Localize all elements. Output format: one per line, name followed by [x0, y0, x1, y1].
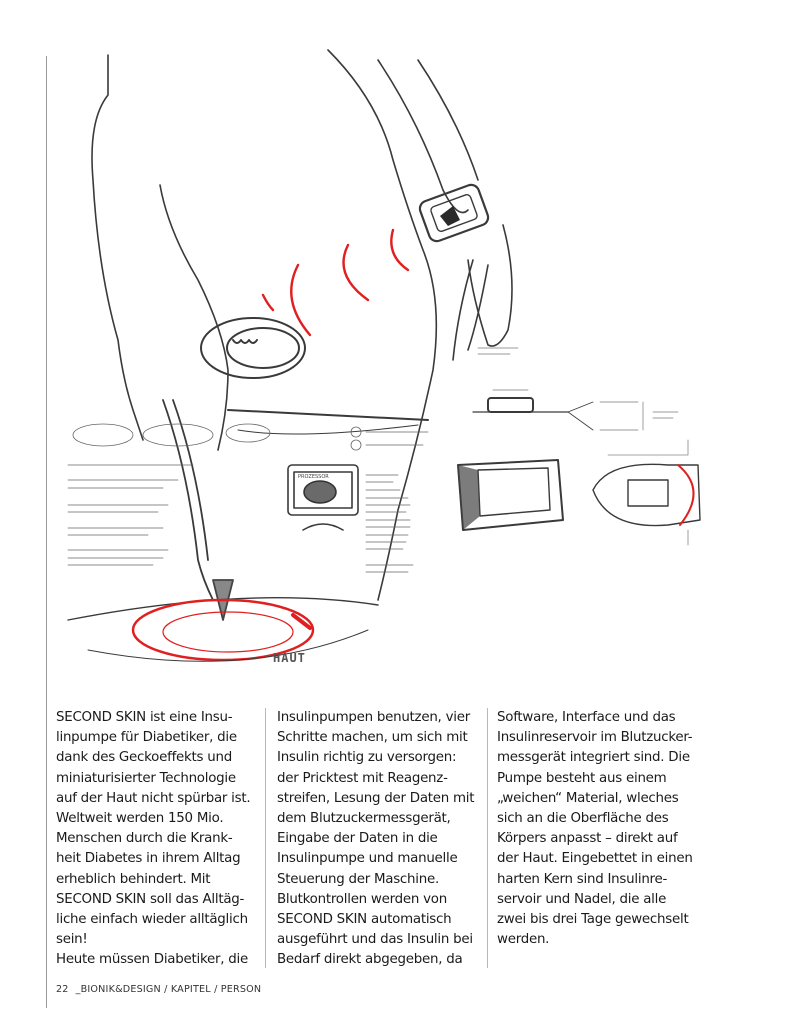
article-column-2: Insulinpumpen benutzen, vier Schritte machen, um sich mit Insulin richtig zu versorgen: der Pricktest mit Reagenz- streifen, Lesung der Daten mit dem Blutzuckermessgerät, Eingabe der Daten in die Insulinpumpe und manuelle Steuerung der Maschine. Blutkontrollen werden von SECOND SKIN automatisch ausgeführt und das Insulin bei Bedarf direkt abgegeben, da — [277, 710, 475, 968]
pump-side-view-sketch — [593, 440, 700, 545]
pump-top-view-sketch — [458, 460, 563, 530]
label-prozessor: PROZESSOR — [298, 474, 329, 480]
signal-arcs — [263, 230, 408, 335]
label-haut: HAUT — [273, 651, 306, 665]
handwritten-notes-left — [68, 424, 270, 565]
article-column-3: Software, Interface und das Insulinreservoir im Blutzucker- messgerät integriert sind. Die Pumpe besteht aus einem „weichen“ Material, wleches sich an die Oberfläche des Körpers anpasst – direkt auf der Haut. Eingebettet in einen harten Kern sind Insulinre- servoir und Nadel, die alle zwei bis drei Tage gewechselt werden. — [497, 710, 693, 948]
concept-sketch-illustration — [48, 40, 748, 690]
column-divider — [265, 708, 266, 968]
running-head: _BIONIK&DESIGN / KAPITEL / PERSON — [75, 984, 262, 995]
cross-section-sketch — [473, 348, 678, 430]
torso-sketch — [92, 50, 436, 600]
page-number: 22 — [56, 984, 69, 995]
page-footer — [56, 984, 261, 995]
arm-hand-sketch — [378, 60, 512, 360]
wrist-device-sketch — [418, 183, 491, 244]
column-divider — [487, 708, 488, 968]
article-column-1: SECOND SKIN ist eine Insu- linpumpe für Diabetiker, die dank des Geckoeffekts und miniaturisierter Technologie auf der Haut nicht spürbar ist. Weltweit werden 150 Mio. Menschen durch die Krank- heit Diabetes in ihrem Alltag erheblich behindert. Mit SECOND SKIN soll das Alltäg- liche einfach wieder alltäglich sein! Heute müssen Diabetiker, die — [56, 710, 251, 968]
margin-rule — [46, 56, 47, 1008]
belly-pump-sketch — [201, 318, 305, 378]
